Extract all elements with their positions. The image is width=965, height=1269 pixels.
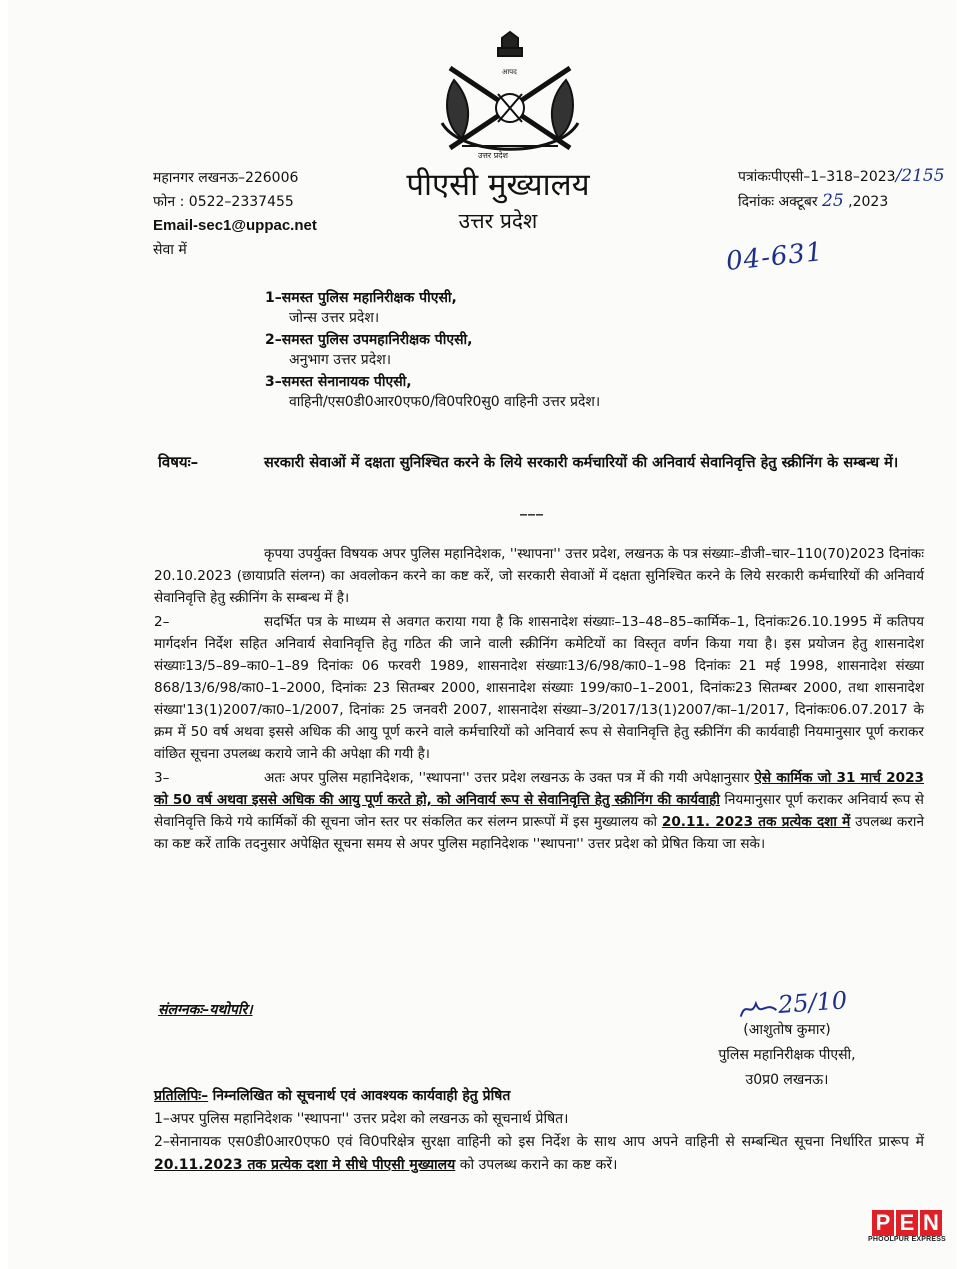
copy-to-heading	[154, 1085, 924, 1108]
signatory-name: (आशुतोष कुमार)	[743, 1022, 831, 1038]
header-contact	[153, 168, 317, 264]
paragraph-3-text-c: नियमानुसार पूर्ण कराकर अनिवार्य रूप से सेवानिवृत्ति किये गये कार्मिकों की सूचना जोन स्तर पर संकलित कर संलग्न प्रारूपों में इस मुख्यालय को	[154, 792, 925, 830]
date-suffix: ,2023	[848, 194, 889, 210]
recipient-sub: अनुभाग उत्तर प्रदेश।	[289, 352, 392, 368]
pen-subtitle: PHOOLPUR EXPRESS	[868, 1236, 946, 1243]
email: Email-sec1@uppac.net	[153, 217, 317, 234]
handwritten-number: 04-631	[724, 236, 825, 278]
subject-label: विषयः–	[158, 453, 199, 471]
recipient-title: 3–समस्त सेनानायक पीएसी,	[265, 374, 412, 390]
enclosure: संलग्नकः–यथोपरि।	[158, 1002, 253, 1018]
copy-to-item-1: 1–अपर पुलिस महानिदेशक ''स्थापना'' उत्तर प्रदेश को लखनऊ को सूचनार्थ प्रेषित।	[154, 1111, 569, 1127]
recipient-title: 2–समस्त पुलिस उपमहानिरीक्षक पीएसी,	[265, 332, 473, 348]
copy-to-title: प्रतिलिपिः–	[154, 1088, 209, 1104]
paragraph-1	[154, 543, 924, 609]
recipient-list	[265, 288, 600, 414]
phone: फोन : 0522–2337455	[153, 194, 294, 210]
recipient-sub: वाहिनी/एस0डी0आर0एफ0/वि0परि0सु0 वाहिनी उत्तर प्रदेश।	[289, 394, 601, 410]
paragraph-1-text: कृपया उपर्युक्त विषयक अपर पुलिस महानिदेशक, ''स्थापना'' उत्तर प्रदेश, लखनऊ के पत्र संख्याः–डीजी–चार–110(70)2023 दिनांकः 20.10.2023 (छायाप्रति संलग्न) का अवलोकन करने का कष्ट करें, जो सरकारी सेवाओं में दक्षता सुनिश्चित करने के लिये सरकारी कर्मचारियों की अनिवार्य सेवानिवृत्ति हेतु स्क्रीनिंग के सम्बन्ध में है।	[154, 546, 924, 606]
hq-state: उत्तर प्रदेश	[458, 209, 538, 233]
reference-number	[738, 164, 945, 189]
paragraph-3-text-e: उपलब्ध कराने का कष्ट करें ताकि तदनुसार अपेक्षित सूचना समय से अपर पुलिस महानिदेशक ''स्थापना'' उत्तर प्रदेश को प्रेषित किया जा सके।	[154, 814, 924, 852]
copy-to-item-2	[154, 1131, 924, 1177]
signature-date: 25/10	[777, 986, 849, 1019]
pen-letters	[863, 1210, 951, 1236]
date-prefix: दिनांकः अक्टूबर	[738, 194, 818, 210]
pen-letter: E	[896, 1210, 918, 1236]
copy-to-block	[154, 1085, 924, 1177]
letter-page	[8, 0, 956, 1269]
copy-item-2-text-c: को उपलब्ध कराने का कष्ट करें।	[459, 1157, 618, 1173]
paragraph-2-text: सदर्भित पत्र के माध्यम से अवगत कराया गया है कि शासनादेश संख्याः–13–48–85–कार्मिक–1, दिनांकः26.10.1995 में कतिपय मार्गदर्शन निर्देश सहित अनिवार्य सेवानिवृत्ति हेतु गठित की जाने वाली स्क्रीनिंग कमेटियों का विस्तृत वर्णन किया गया है। इस प्रयोजन हेतु शासनादेश संख्याः13/5–89–का0–1–89 दिनांकः 06 फरवरी 1989, शासनादेश संख्याः13/6/98/का0–1–98 दिनांकः 21 मई 1998, शासनादेश संख्या 868/13/6/98/का0–1–2000, दिनांकः 23 सितम्बर 2000, शासनादेश संख्याः 199/का0–1–2001, दिनांकः23 सितम्बर 2000, तथा शासनादेश संख्या'13(1)2007/का0–1/2007, दिनांकः 25 जनवरी 2007, शासनादेश संख्या–3/2017/13(1)2007/का–1/2017, दिनांकः06.07.2017 के क्रम में 50 वर्ष अथवा इससे अधिक की आयु पूर्ण करने वाले कर्मचारियों को अनिवार्य रूप से सेवानिवृत्ति हेतु स्क्रीनिंग की कार्यवाही नियमानुसार पूर्ण कराकर वांछित सूचना उपलब्ध कराये जाने की अपेक्षा की गयी है।	[154, 614, 924, 762]
copy-to-title-rest: निम्नलिखित को सूचनार्थ एवं आवश्यक कार्यवाही हेतु प्रेषित	[212, 1088, 511, 1104]
copy-item-2-emphasis: 20.11.2023 तक प्रत्येक दशा मे सीधे पीएसी मुख्यालय	[154, 1157, 456, 1173]
letter-date	[738, 189, 945, 214]
paragraph-2	[154, 611, 924, 765]
recipient-item	[265, 330, 600, 370]
copy-item-2-text-a: 2–सेनानायक एस0डी0आर0एफ0 एवं वि0परिक्षेत्र सुरक्षा वाहिनी को इस निर्देश के साथ आप अपने वाहिनी से सम्बन्धित सूचना निर्धारित प्रारूप में	[154, 1134, 924, 1150]
paragraph-3-number: 3–	[154, 770, 170, 786]
paragraph-2-number: 2–	[154, 614, 170, 630]
pac-emblem-icon	[432, 28, 588, 168]
paragraph-3	[154, 767, 924, 855]
signatory-block	[672, 1018, 902, 1093]
recipient-sub: जोन्स उत्तर प्रदेश।	[289, 310, 380, 326]
subject-text: सरकारी सेवाओं में दक्षता सुनिश्चित करने के लिये सरकारी कर्मचारियों की अनिवार्य सेवानिवृत्ति हेतु स्क्रीनिंग के सम्बन्ध में।	[264, 455, 899, 471]
recipient-item	[265, 288, 600, 328]
pen-letter: P	[872, 1210, 894, 1236]
paragraph-3-emphasis-2: 20.11. 2023 तक प्रत्येक दशा में	[661, 814, 851, 830]
recipient-item	[265, 372, 600, 412]
signatory-place: उ0प्र0 लखनऊ।	[745, 1072, 829, 1088]
date-handwritten: 25	[822, 191, 844, 211]
pen-letter: N	[920, 1210, 942, 1236]
reference-handwritten: /2155	[895, 166, 945, 186]
paragraph-3-text-a: अतः अपर पुलिस महानिदेशक, ''स्थापना'' उत्तर प्रदेश लखनऊ के उक्त पत्र में की गयी अपेक्षानुसार	[264, 770, 750, 786]
paragraph-3-emphasis-1: ऐसे कार्मिक जो 31 मार्च 2023 को 50 वर्ष अथवा इससे अधिक की आयु पूर्ण करते हो, को अनिवार्य रूप से सेवानिवृत्ति हेतु स्क्रीनिंग की कार्यवाही	[154, 770, 925, 808]
emblem-label-top: आपद	[502, 68, 517, 76]
hq-title: पीएसी मुख्यालय	[406, 167, 590, 203]
subject-divider: ___	[520, 500, 544, 516]
recipient-title: 1–समस्त पुलिस महानिरीक्षक पीएसी,	[265, 290, 457, 306]
salutation: सेवा में	[153, 242, 187, 258]
signatory-designation: पुलिस महानिरीक्षक पीएसी,	[718, 1047, 856, 1063]
address: महानगर लखनऊ–226006	[153, 170, 299, 186]
header-reference	[738, 164, 945, 214]
pen-watermark-logo	[863, 1210, 951, 1243]
letter-body	[154, 543, 924, 857]
reference-number-text: पत्रांकःपीएसी–1–318–2023	[738, 169, 896, 185]
emblem-label-left: उत्तर प्रदेश	[478, 151, 508, 160]
signature-handwritten	[737, 986, 848, 1022]
signature-scribble-icon	[737, 996, 778, 1021]
